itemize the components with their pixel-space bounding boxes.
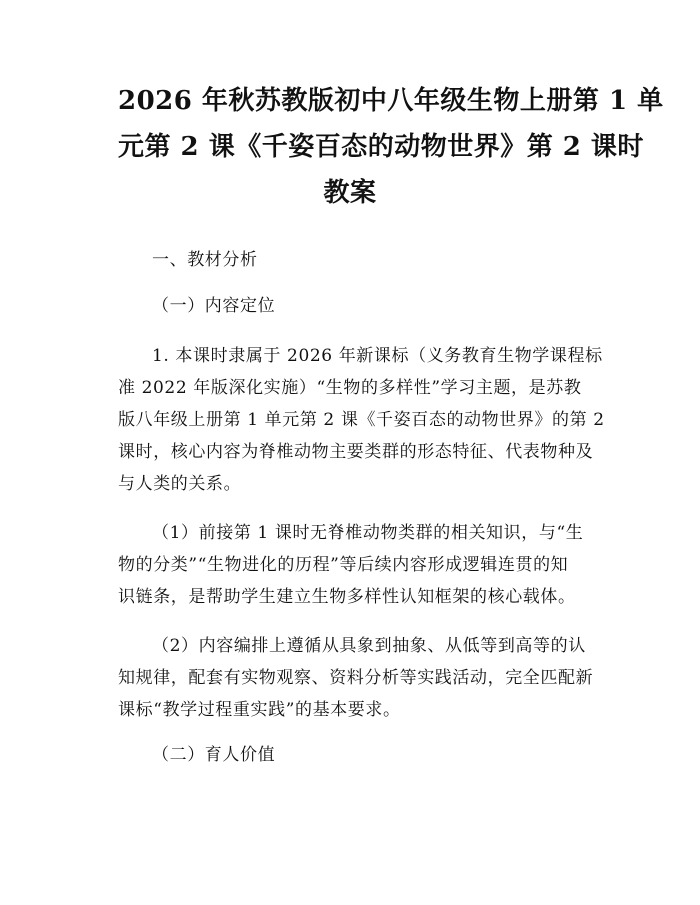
paragraph-line: 准 2022 年版深化实施）“生物的多样性”学习主题，是苏教 bbox=[118, 378, 582, 398]
subsection-heading-educational-value: （二）育人价值 bbox=[152, 745, 276, 765]
title-line: 教案 bbox=[323, 178, 377, 208]
section-heading-textbook-analysis: 一、教材分析 bbox=[152, 250, 258, 270]
title-line: 2026 年秋苏教版初中八年级生物上册第 1 单 bbox=[118, 86, 664, 116]
document-title bbox=[118, 78, 664, 216]
paragraph-line: 物的分类”“生物进化的历程”等后续内容形成逻辑连贯的知 bbox=[118, 555, 569, 575]
paragraph-knowledge-chain bbox=[118, 517, 582, 613]
paragraph-content-arrangement bbox=[118, 630, 594, 726]
paragraph-line: 课标“教学过程重实践”的基本要求。 bbox=[118, 700, 401, 720]
paragraph-line: 识链条，是帮助学生建立生物多样性认知框架的核心载体。 bbox=[118, 587, 576, 607]
paragraph-line: （2）内容编排上遵循从具象到抽象、从低等到高等的认 bbox=[152, 636, 586, 656]
paragraph-line: 1. 本课时隶属于 2026 年新课标（义务教育生物学课程标 bbox=[152, 346, 603, 366]
paragraph-line: （1）前接第 1 课时无脊椎动物类群的相关知识，与“生 bbox=[152, 523, 584, 543]
paragraph-line: 课时，核心内容为脊椎动物主要类群的形态特征、代表物种及 bbox=[118, 442, 594, 462]
title-line: 元第 2 课《千姿百态的动物世界》第 2 课时 bbox=[118, 132, 644, 162]
subsection-heading-content-position: （一）内容定位 bbox=[152, 296, 276, 316]
paragraph-course-position bbox=[118, 340, 605, 500]
paragraph-line: 与人类的关系。 bbox=[118, 474, 242, 494]
document-body bbox=[118, 248, 605, 767]
paragraph-line: 知规律，配套有实物观察、资料分析等实践活动，完全匹配新 bbox=[118, 668, 594, 688]
paragraph-line: 版八年级上册第 1 单元第 2 课《千姿百态的动物世界》的第 2 bbox=[118, 410, 605, 430]
